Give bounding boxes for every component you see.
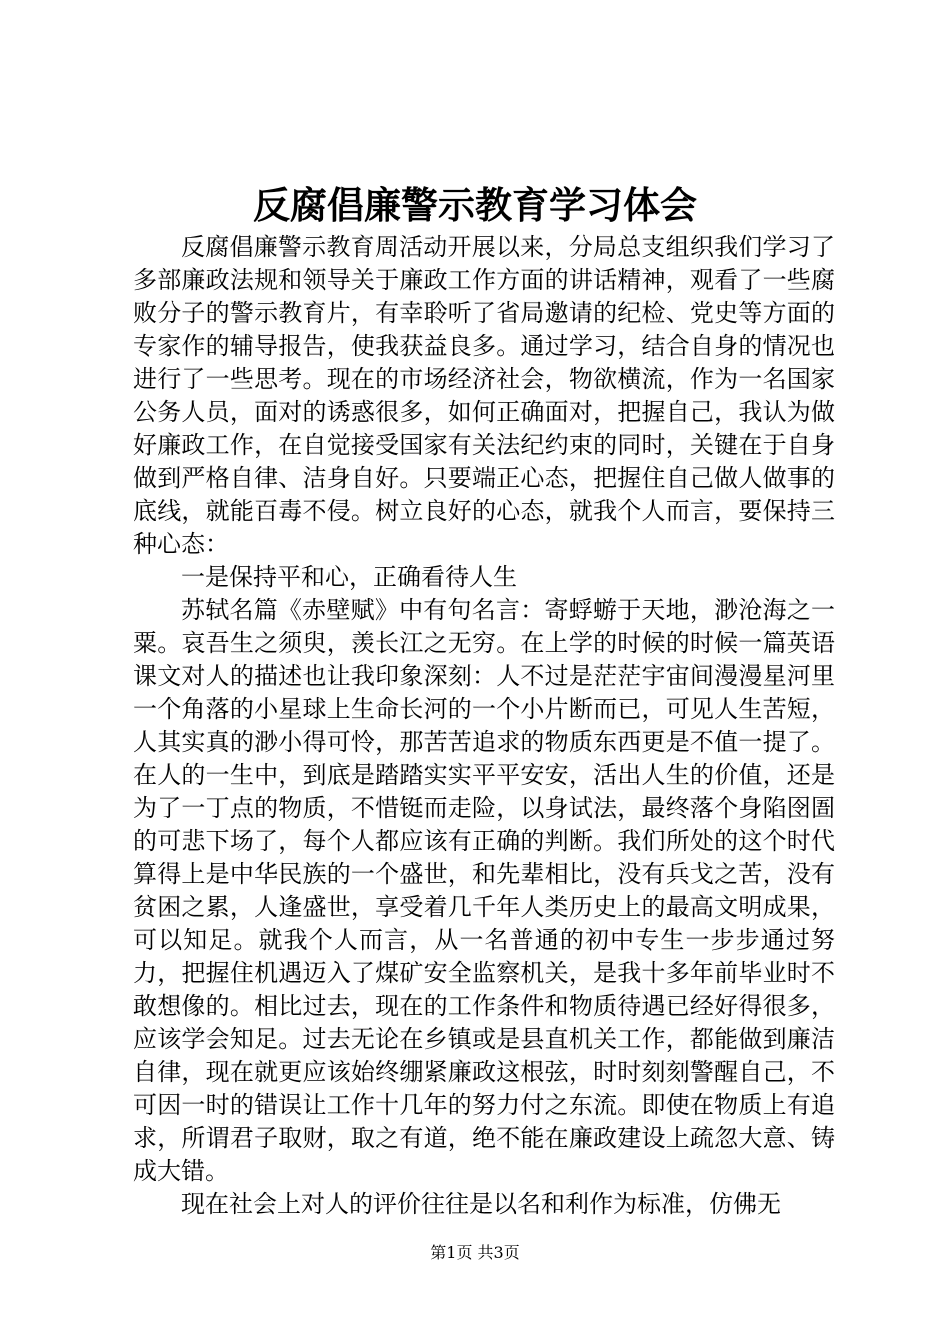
paragraph-body-2: 现在社会上对人的评价往往是以名和利作为标准，仿佛无 [181,1190,781,1218]
page-footer: 第1页 共3页 [430,1243,520,1262]
document-body [133,231,835,1221]
paragraph-body-1: 苏轼名篇《赤壁赋》中有句名言：寄蜉蝣于天地，渺沧海之一粟。哀吾生之须臾，羡长江之无穷。在上学的时候的时候一篇英语课文对人的描述也让我印象深刻：人不过是茫茫宇宙间漫漫星河里一个角落的小星球上生命长河的一个小片断而已，可见人生苦短，人其实真的渺小得可怜，那苦苦追求的物质东西更是不值一提了。在人的一生中，到底是踏踏实实平平安安，活出人生的价值，还是为了一丁点的物质，不惜铤而走险，以身试法，最终落个身陷囹圄的可悲下场了，每个人都应该有正确的判断。我们所处的这个时代算得上是中华民族的一个盛世，和先辈相比，没有兵戈之苦，没有贫困之累，人逢盛世，享受着几千年人类历史上的最高文明成果，可以知足。就我个人而言，从一名普通的初中专生一步步通过努力，把握住机遇迈入了煤矿安全监察机关，是我十多年前毕业时不敢想像的。相比过去，现在的工作条件和物质待遇已经好得很多，应该学会知足。过去无论在乡镇或是县直机关工作，都能做到廉洁自律，现在就更应该始终绷紧廉政这根弦，时时刻刻警醒自己，不可因一时的错误让工作十几年的努力付之东流。即使在物质上有追求，所谓君子取财，取之有道，绝不能在廉政建设上疏忽大意、铸成大错。 [133,596,835,1185]
paragraph-intro: 反腐倡廉警示教育周活动开展以来，分局总支组织我们学习了多部廉政法规和领导关于廉政工作方面的讲话精神，观看了一些腐败分子的警示教育片，有幸聆听了省局邀请的纪检、党史等方面的专家作的辅导报告，使我获益良多。通过学习，结合自身的情况也进行了一些思考。现在的市场经济社会，物欲横流，作为一名国家公务人员，面对的诱惑很多，如何正确面对，把握自己，我认为做好廉政工作，在自觉接受国家有关法纪约束的同时，关键在于自身做到严格自律、洁身自好。只要端正心态，把握住自己做人做事的底线，就能百毒不侵。树立良好的心态，就我个人而言，要保持三种心态： [133,233,835,558]
document-title: 反腐倡廉警示教育学习体会 [253,183,697,227]
paragraph-heading-1: 一是保持平和心，正确看待人生 [181,563,517,591]
